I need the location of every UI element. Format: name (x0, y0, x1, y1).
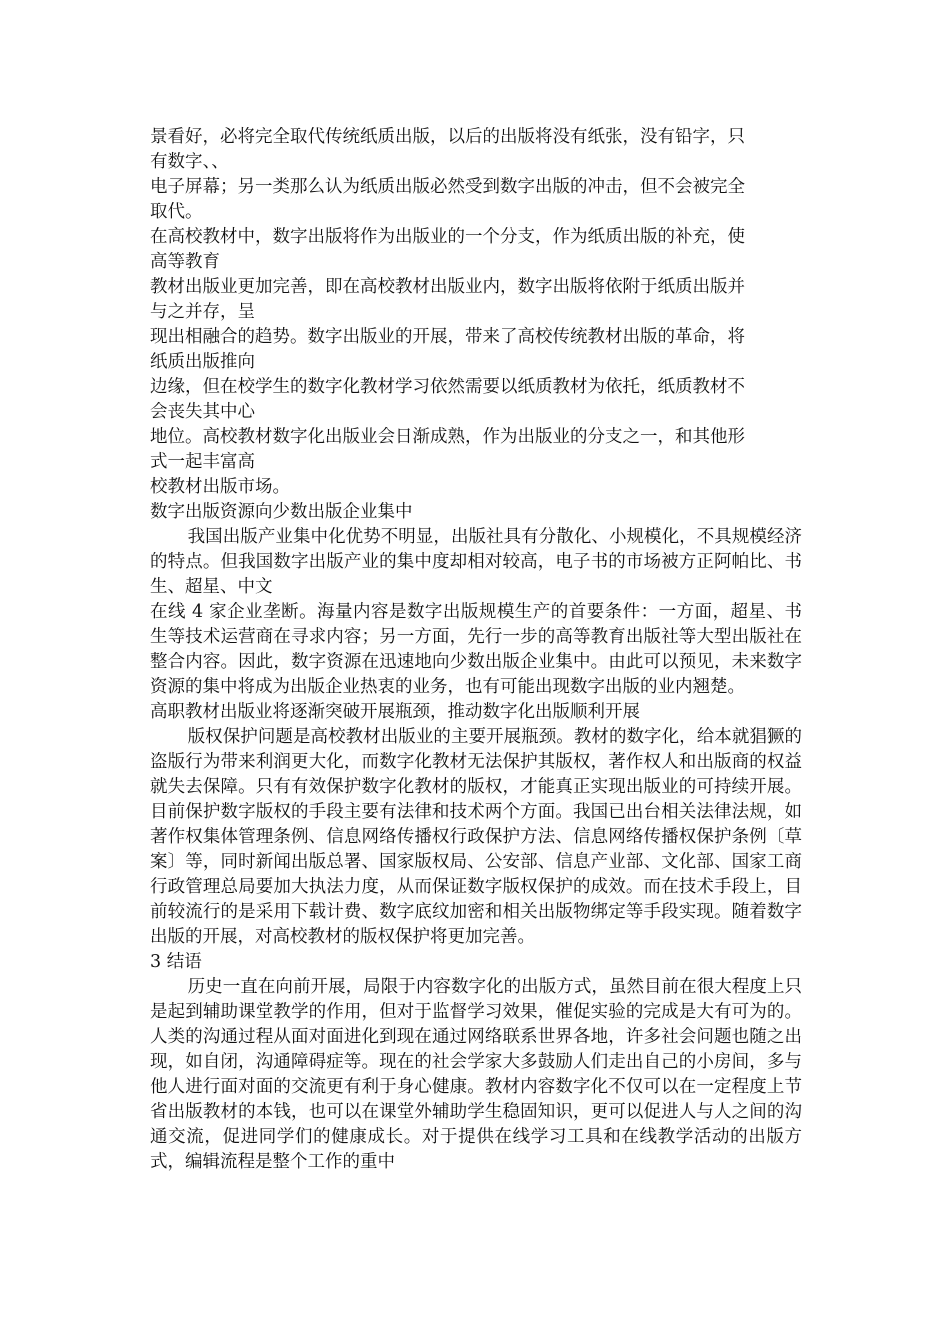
paragraph-copyright-protection: 版权保护问题是高校教材出版业的主要开展瓶颈。教材的数字化，给本就猖獗的盗版行为带来利润更大化，而数字化教材无法保护其版权，著作权人和出版商的权益就失去保障。只有有效保护数字化教材的版权，才能真正实现出版业的可持续开展。目前保护数字版权的手段主要有法律和技术两个方面。我国已出台相关法律法规，如著作权集体管理条例、信息网络传播权行政保护方法、信息网络传播权保护条例〔草案〕等，同时新闻出版总署、国家版权局、公安部、信息产业部、文化部、国家工商行政管理总局要加大执法力度，从而保证数字版权保护的成效。而在技术手段上，目前较流行的是采用下载计费、数字底纹加密和相关出版物绑定等手段实现。随着数字出版的开展，对高校教材的版权保护将更加完善。 (150, 727, 802, 947)
text-line: 校教材出版市场。 (150, 477, 290, 497)
text-line: 有数字、、 (150, 152, 229, 172)
section-heading-copyright: 高职教材出版业将逐渐突破开展瓶颈，推动数字化出版顺利开展 (150, 702, 640, 722)
text-line: 高等教育 (150, 252, 220, 272)
section-heading-data-concentration: 数字出版资源向少数出版企业集中 (150, 502, 413, 522)
text-line: 与之并存，呈 (150, 302, 255, 322)
text-line: 现出相融合的趋势。数字出版业的开展，带来了高校传统教材出版的革命，将 (150, 327, 745, 347)
section-heading-conclusion: 3 结语 (150, 952, 202, 972)
paragraph-industry-concentration: 我国出版产业集中化优势不明显，出版社具有分散化、小规模化，不具规模经济的特点。但我国数字出版产业的集中度却相对较高，电子书的市场被方正阿帕比、书生、超星、中文 (150, 527, 802, 597)
text-line: 在高校教材中，数字出版将作为出版业的一个分支，作为纸质出版的补充，使 (150, 227, 745, 247)
document-page (150, 125, 802, 1175)
text-line: 地位。高校教材数字化出版业会日渐成熟，作为出版业的分支之一，和其他形 (150, 427, 745, 447)
text-line: 会丧失其中心 (150, 402, 255, 422)
text-line: 教材出版业更加完善，即在高校教材出版业内，数字出版将依附于纸质出版并 (150, 277, 745, 297)
text-line: 式一起丰富高 (150, 452, 255, 472)
text-line: 取代。 (150, 202, 203, 222)
text-line: 边缘，但在校学生的数字化教材学习依然需要以纸质教材为依托，纸质教材不 (150, 377, 745, 397)
text-line: 电子屏幕；另一类那么认为纸质出版必然受到数字出版的冲击，但不会被完全 (150, 177, 745, 197)
paragraph-resource-concentration: 在线 4 家企业垄断。海量内容是数字出版规模生产的首要条件：一方面，超星、书生等技术运营商在寻求内容；另一方面，先行一步的高等教育出版社等大型出版社在整合内容。因此，数字资源在迅速地向少数出版企业集中。由此可以预见，未来数字资源的集中将成为出版企业热衷的业务，也有可能出现数字出版的业内翘楚。 (150, 602, 802, 697)
text-line: 纸质出版推向 (150, 352, 255, 372)
text-line: 景看好，必将完全取代传统纸质出版，以后的出版将没有纸张，没有铅字，只 (150, 127, 745, 147)
paragraph-conclusion: 历史一直在向前开展，局限于内容数字化的出版方式，虽然目前在很大程度上只是起到辅助课堂教学的作用，但对于监督学习效果，催促实验的完成是大有可为的。人类的沟通过程从面对面进化到现在通过网络联系世界各地，许多社会问题也随之出现，如自闭，沟通障碍症等。现在的社会学家大多鼓励人们走出自己的小房间，多与他人进行面对面的交流更有利于身心健康。教材内容数字化不仅可以在一定程度上节省出版教材的本钱，也可以在课堂外辅助学生稳固知识，更可以促进人与人之间的沟通交流，促进同学们的健康成长。对于提供在线学习工具和在线教学活动的出版方式，编辑流程是整个工作的重中 (150, 977, 802, 1172)
